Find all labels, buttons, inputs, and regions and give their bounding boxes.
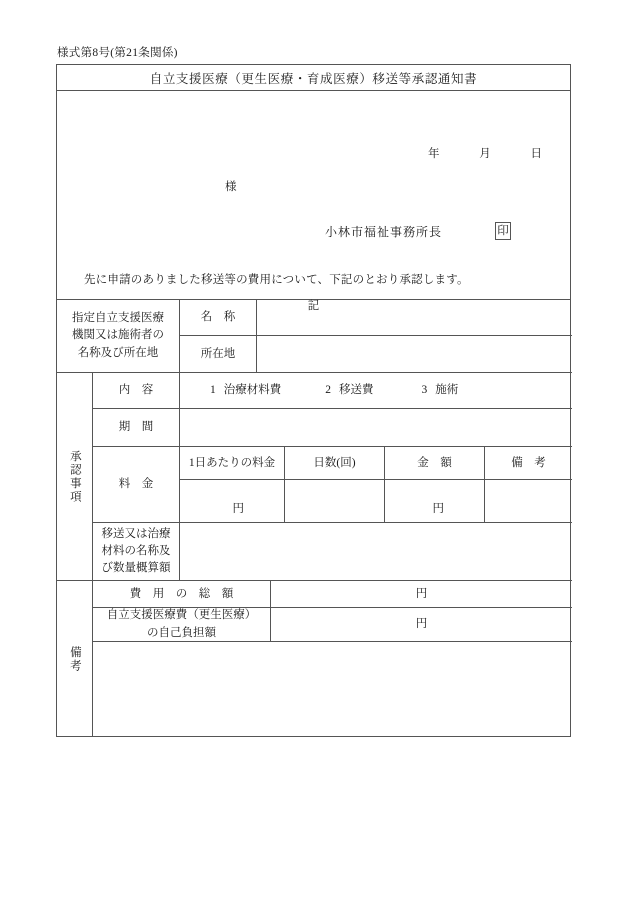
remarks-vertical-text: 備考 xyxy=(68,645,81,673)
institution-label xyxy=(57,310,179,362)
institution-address-label: 所在地 xyxy=(179,336,256,373)
form-title: 自立支援医療（更生医療・育成医療）移送等承認通知書 xyxy=(149,71,478,86)
institution-name-value[interactable] xyxy=(256,300,572,336)
issuer-name: 小林市福祉事務所長 xyxy=(325,224,443,239)
content-option-group xyxy=(210,382,458,399)
remarks-free-area[interactable] xyxy=(92,642,572,737)
approval-section-vertical-label xyxy=(57,373,92,581)
transport-items-label-cell xyxy=(92,523,179,581)
transport-items-value[interactable] xyxy=(179,523,572,581)
institution-label-cell xyxy=(57,300,179,373)
self-pay-label-cell xyxy=(92,608,270,642)
date-day-label: 日 xyxy=(530,148,542,160)
transport-items-line2: 材料の名称及 xyxy=(101,544,171,557)
content-option-3-num: 3 xyxy=(421,384,428,397)
transport-items-line1: 移送又は治療 xyxy=(101,527,171,540)
institution-label-line1: 指定自立支援医療 xyxy=(72,312,164,325)
body-sentence: 先に申請のありました移送等の費用について、下記のとおり承認します。 xyxy=(84,274,469,286)
transport-items-label xyxy=(93,526,179,578)
fee-header-amount: 金 額 xyxy=(384,447,484,480)
total-cost-value[interactable]: 円 xyxy=(270,581,572,608)
approval-vertical-text: 承認事項 xyxy=(68,449,81,504)
date-month-label: 月 xyxy=(479,148,491,160)
institution-label-line2: 機関又は施術者の xyxy=(72,329,164,342)
institution-label-line3: 名称及び所在地 xyxy=(77,346,159,359)
seal-stamp-icon: 印 xyxy=(495,222,511,240)
approval-period-label: 期 間 xyxy=(92,409,179,447)
total-cost-label: 費 用 の 総 額 xyxy=(92,581,270,608)
self-pay-line1: 自立支援医療費（更生医療） xyxy=(106,609,257,622)
content-option-2-num: 2 xyxy=(325,384,331,397)
approval-content-options[interactable] xyxy=(179,373,572,409)
form-title-band xyxy=(57,65,570,91)
issuer-line xyxy=(325,222,511,240)
form-number: 様式第8号(第21条関係) xyxy=(57,47,178,59)
self-pay-label xyxy=(93,607,270,642)
fee-header-remarks: 備 考 xyxy=(484,447,572,480)
addressee-honorific: 様 xyxy=(225,181,237,193)
self-pay-line2: の自己負担額 xyxy=(147,626,216,639)
approval-period-value[interactable] xyxy=(179,409,572,447)
self-pay-value[interactable]: 円 xyxy=(270,608,572,642)
institution-name-label: 名 称 xyxy=(179,300,256,336)
fee-value-days[interactable] xyxy=(284,480,384,523)
date-line xyxy=(428,145,542,161)
fee-header-per-day: 1日あたりの料金 xyxy=(179,447,284,480)
fee-header-days: 日数(回) xyxy=(284,447,384,480)
remarks-section-vertical-label xyxy=(57,581,92,737)
preamble-block xyxy=(57,91,570,312)
fee-value-remarks[interactable] xyxy=(484,480,572,523)
fee-value-amount[interactable]: 円 xyxy=(384,480,484,523)
ki-mark: 記 xyxy=(307,300,320,312)
approval-content-label: 内 容 xyxy=(92,373,179,409)
content-option-2-label[interactable]: 移送費 xyxy=(339,384,374,397)
content-option-3-label[interactable]: 施術 xyxy=(435,384,459,397)
transport-items-line3: び数量概算額 xyxy=(101,562,171,575)
form-outer-frame xyxy=(56,64,571,737)
approval-fee-label: 料 金 xyxy=(92,447,179,523)
content-option-1-label[interactable]: 治療材料費 xyxy=(223,384,282,397)
institution-address-value[interactable] xyxy=(256,336,572,373)
fee-value-per-day[interactable]: 円 xyxy=(179,480,284,523)
content-option-1-num: 1 xyxy=(210,384,216,397)
date-year-label: 年 xyxy=(428,148,440,160)
